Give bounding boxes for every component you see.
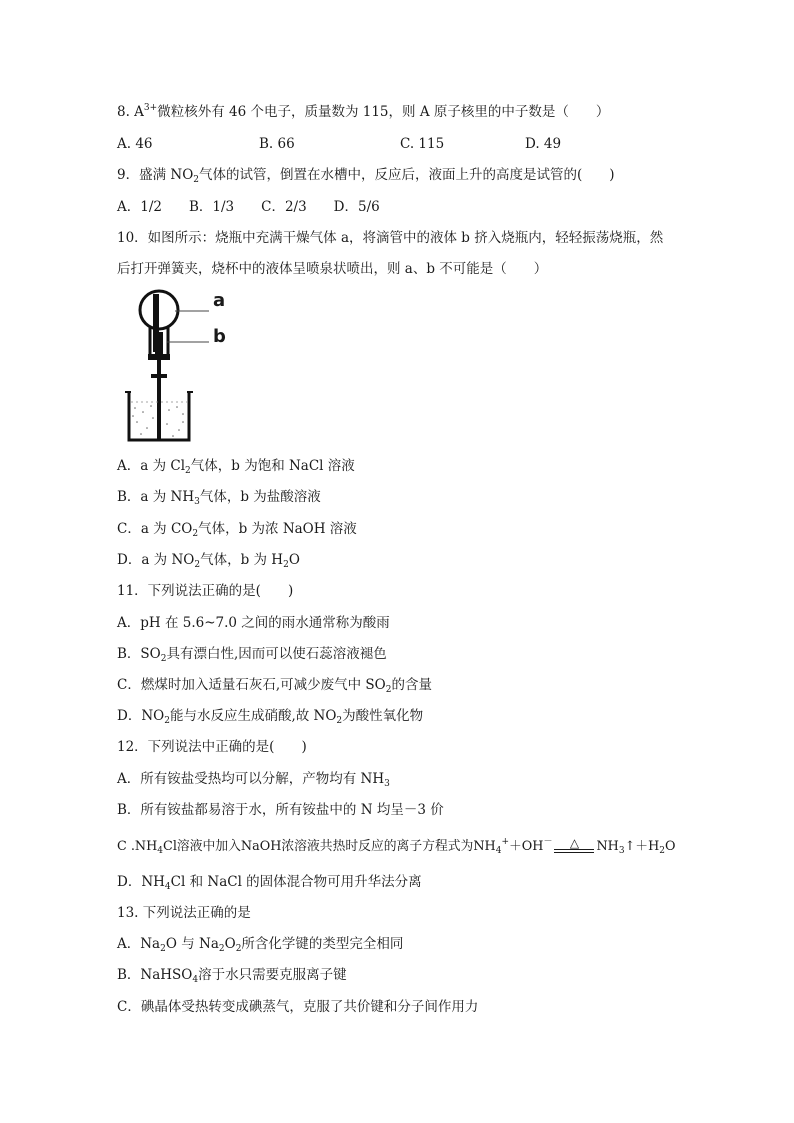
q12-option-a: A．所有铵盐受热均可以分解，产物均有 $NH_3$	[117, 771, 390, 789]
q13-option-b: B．NaHSO$_4$溶于水只需要克服离子键	[117, 967, 347, 985]
q11-option-c: C．燃煤时加入适量石灰石,可减少废气中 $SO_2$的含量	[117, 677, 432, 695]
q8-option-a: A. 46	[117, 136, 153, 152]
figure-label-b: b	[213, 326, 226, 347]
q9-stem: 9．盛满 $NO_2$气体的试管，倒置在水槽中，反应后，液面上升的高度是试管的( )	[117, 167, 615, 185]
q10-stem-line1: 10．如图所示：烧瓶中充满干燥气体 a，将滴管中的液体 b 挤入烧瓶内，轻轻振荡烧瓶，然	[117, 230, 664, 246]
q8-option-d: D. 49	[525, 136, 562, 152]
q13-stem: 13. 下列说法正确的是	[117, 905, 251, 921]
q10-option-a: A．a 为 $Cl_2$气体，b 为饱和 NaCl 溶液	[117, 458, 355, 476]
heating-condition-sign	[552, 838, 596, 856]
q11-stem: 11．下列说法正确的是( )	[117, 583, 294, 599]
fountain-apparatus-drawing	[117, 288, 247, 443]
q12-option-d: D．$NH_4Cl$ 和 NaCl 的固体混合物可用升华法分离	[117, 874, 422, 892]
q12-stem: 12．下列说法中正确的是( )	[117, 739, 307, 755]
q12-option-b: B．所有铵盐都易溶于水，所有铵盐中的 N 均呈－3 价	[117, 802, 444, 818]
fountain-apparatus-figure	[117, 288, 247, 443]
q8-stem: 8. $A^{3+}$微粒核外有 46 个电子，质量数为 115，则 A 原子核里的中子数是（ ）	[117, 103, 610, 120]
heat-triangle-icon: △	[569, 836, 580, 850]
q8-option-c: C. 115	[400, 136, 445, 152]
q10-option-d: D．a 为 $NO_2$气体，b 为 $H_2O$	[117, 552, 300, 570]
q12-option-c: C $.NH_4Cl$溶液中加入NaOH浓溶液共热时反应的离子方程式为$NH_4^++OH^-$ △ $NH_3↑+H_2O$	[117, 836, 676, 856]
glass-tube	[157, 360, 161, 440]
q11-option-b: B．$SO_2$具有漂白性,因而可以使石蕊溶液褪色	[117, 646, 387, 664]
q13-option-c: C．碘晶体受热转变成碘蒸气，克服了共价键和分子间作用力	[117, 999, 479, 1015]
q8-option-b: B. 66	[259, 136, 295, 152]
q13-option-a: A．$Na_2O$ 与 $Na_2O_2$所含化学键的类型完全相同	[117, 936, 404, 954]
q11-option-d: D．$NO_2$能与水反应生成硝酸,故 $NO_2$为酸性氧化物	[117, 708, 424, 726]
q11-option-a: A．pH 在 5.6~7.0 之间的雨水通常称为酸雨	[117, 615, 390, 631]
figure-label-a: a	[213, 290, 226, 311]
q9-options: A．1/2 B．1/3 C．2/3 D．5/6	[117, 199, 380, 215]
spring-clip	[151, 374, 167, 378]
q10-option-b: B．a 为 $NH_3$气体，b 为盐酸溶液	[117, 489, 321, 507]
q10-stem-line2: 后打开弹簧夹，烧杯中的液体呈喷泉状喷出，则 a、b 不可能是（ ）	[117, 261, 548, 277]
q8-options	[117, 135, 717, 153]
q10-option-c: C．a 为 $CO_2$气体，b 为浓 NaOH 溶液	[117, 521, 357, 539]
